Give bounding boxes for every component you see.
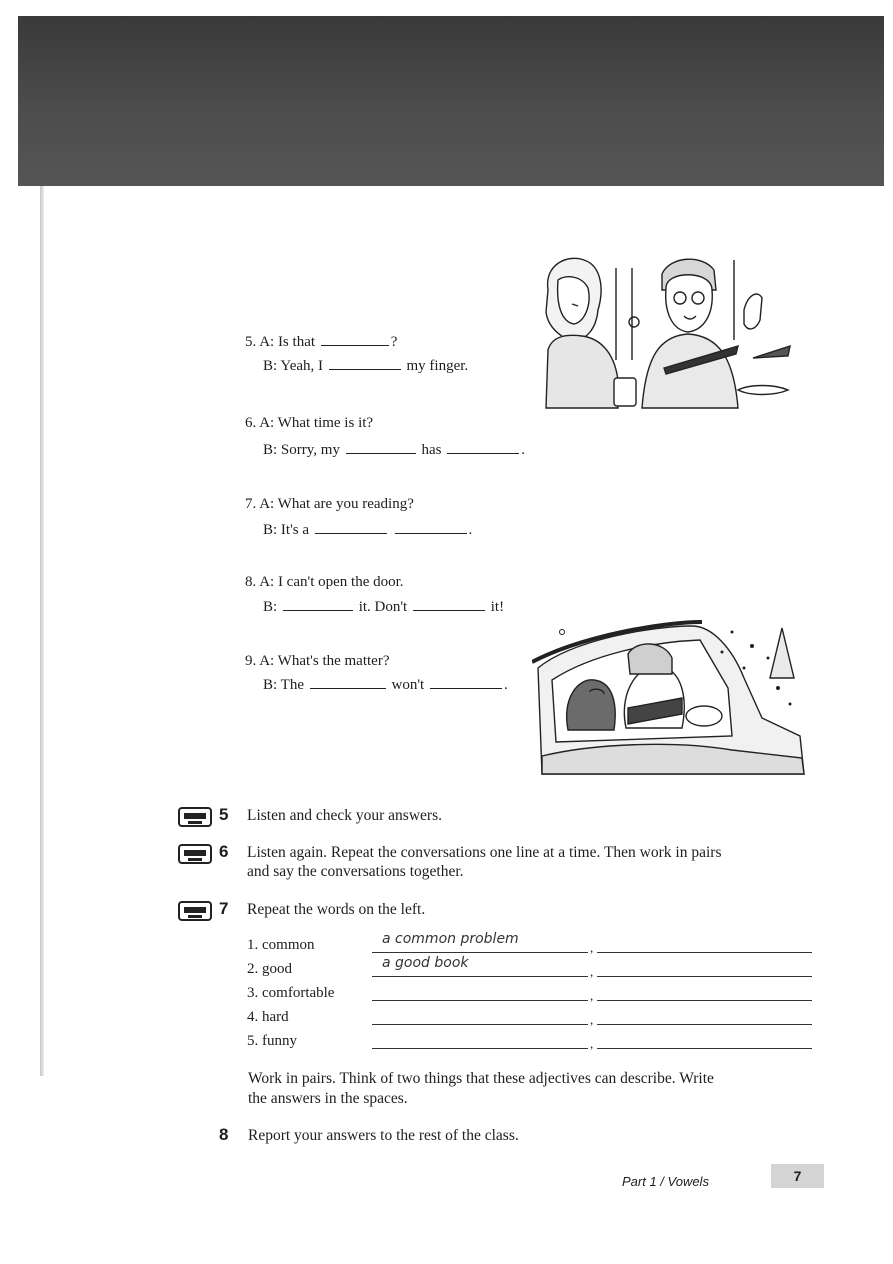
exercise-6-instruction-line1: Listen again. Repeat the conversations one line at a time. Then work in pairs (247, 844, 722, 861)
answer-line[interactable] (372, 1048, 588, 1049)
answer-blank[interactable] (283, 598, 353, 611)
answer-line[interactable] (597, 1024, 812, 1025)
dialogue-8-line-a: 8. A: I can't open the door. (245, 574, 404, 590)
adjective-row-3: 3. comfortable , (247, 985, 817, 1003)
adjective-row-4: 4. hard , (247, 1009, 817, 1027)
answer-line[interactable] (597, 952, 812, 953)
dialogue-9-line-b: B: The won't . (263, 677, 508, 693)
adjective-row-5: 5. funny , (247, 1033, 817, 1051)
page-edge-shadow (40, 186, 44, 1076)
car-in-snow-illustration (532, 618, 810, 778)
answer-line[interactable] (372, 1000, 588, 1001)
adjective-row-1: 1. common a common problem , (247, 937, 817, 955)
answer-line[interactable] (372, 976, 588, 977)
pairs-instruction-line2: the answers in the spaces. (248, 1090, 408, 1107)
answer-blank[interactable] (329, 357, 401, 370)
answer-line[interactable] (597, 976, 812, 977)
answer-line[interactable] (597, 1048, 812, 1049)
page-number: 7 (771, 1164, 824, 1188)
footer-section-label: Part 1 / Vowels (622, 1174, 709, 1189)
answer-blank[interactable] (321, 333, 389, 346)
dialogue-6-line-a: 6. A: What time is it? (245, 415, 374, 431)
pairs-instruction-line1: Work in pairs. Think of two things that these adjectives can describe. Write (248, 1070, 714, 1087)
exercise-5-instruction: Listen and check your answers. (247, 807, 442, 824)
dialogue-number: 5. (245, 334, 257, 350)
answer-blank[interactable] (315, 521, 387, 534)
exercise-6-instruction-line2: and say the conversations together. (247, 863, 464, 880)
exercise-7-number: 7 (219, 899, 229, 918)
kitchen-cut-finger-illustration (538, 250, 803, 412)
exercise-8-number: 8 (219, 1125, 229, 1144)
dialogue-6-line-b: B: Sorry, my has . (263, 442, 525, 458)
answer-blank[interactable] (447, 441, 519, 454)
scanned-header-band (18, 16, 884, 186)
dialogue-5-line-b: B: Yeah, I my finger. (263, 358, 469, 374)
adjective-row-2: 2. good a good book , (247, 961, 817, 979)
answer-blank[interactable] (430, 676, 502, 689)
answer-line[interactable] (372, 952, 588, 953)
answer-line[interactable] (597, 1000, 812, 1001)
dialogue-7-line-a: 7. A: What are you reading? (245, 496, 414, 512)
cassette-icon (178, 844, 212, 864)
exercise-8-instruction: Report your answers to the rest of the class. (248, 1127, 519, 1144)
answer-blank[interactable] (395, 521, 467, 534)
exercise-7-instruction: Repeat the words on the left. (247, 901, 426, 918)
dialogue-5-line-a: 5. A: Is that ? (245, 334, 398, 350)
answer-blank[interactable] (346, 441, 416, 454)
handwritten-answer: a good book (382, 955, 469, 971)
answer-blank[interactable] (310, 676, 386, 689)
exercise-6-number: 6 (219, 842, 229, 861)
dialogue-8-line-b: B: it. Don't it! (263, 599, 505, 615)
dialogue-7-line-b: B: It's a . (263, 522, 473, 538)
cassette-icon (178, 807, 212, 827)
cassette-icon (178, 901, 212, 921)
dialogue-9-line-a: 9. A: What's the matter? (245, 653, 390, 669)
exercise-5-number: 5 (219, 805, 229, 824)
answer-line[interactable] (372, 1024, 588, 1025)
answer-blank[interactable] (413, 598, 485, 611)
handwritten-answer: a common problem (382, 931, 519, 947)
